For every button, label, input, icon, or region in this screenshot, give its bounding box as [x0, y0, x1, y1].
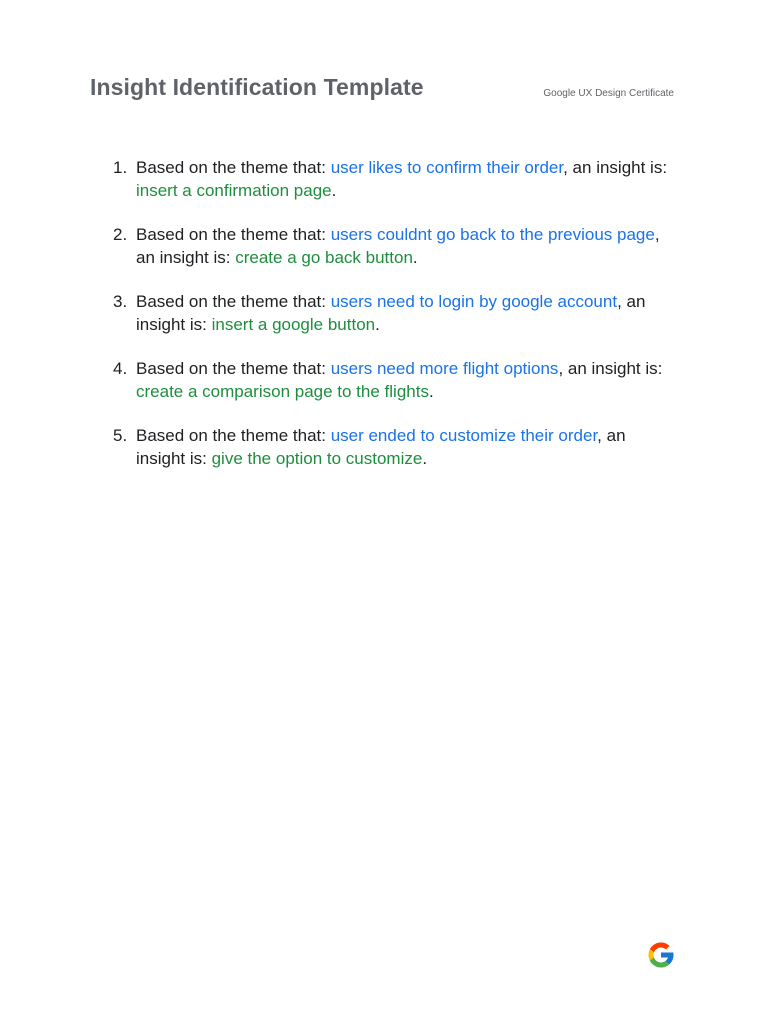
item-middle: , an insight is:: [136, 225, 660, 267]
item-number: 5.: [113, 426, 128, 445]
item-number: 3.: [113, 292, 128, 311]
insight-item: [108, 223, 678, 269]
insight-text: create a go back button: [235, 248, 413, 267]
google-g-icon: [646, 940, 676, 970]
item-middle: , an insight is:: [136, 292, 646, 334]
theme-text: users need more flight options: [330, 359, 559, 378]
insight-text: create a comparison page to the flights: [136, 382, 429, 401]
insight-item: [108, 424, 678, 470]
item-suffix: .: [412, 248, 418, 267]
item-prefix: Based on the theme that:: [136, 292, 331, 311]
item-suffix: .: [375, 315, 380, 334]
item-number: 2.: [113, 225, 128, 244]
item-prefix: Based on the theme that:: [136, 426, 331, 445]
item-middle: , an insight is:: [136, 426, 626, 468]
item-prefix: Based on the theme that:: [136, 225, 331, 244]
item-middle: , an insight is:: [558, 359, 663, 378]
insight-text: insert a confirmation page: [136, 181, 332, 200]
insight-item: [108, 290, 678, 336]
theme-text: user ended to customize their order: [330, 426, 598, 445]
insight-text: give the option to customize: [211, 449, 423, 468]
theme-text: users need to login by google account: [330, 292, 618, 311]
insight-item: [108, 357, 678, 403]
theme-text: user likes to confirm their order: [330, 158, 564, 177]
item-suffix: .: [428, 382, 434, 401]
item-number: 1.: [113, 158, 128, 177]
item-suffix: .: [422, 449, 428, 468]
insight-text: insert a google button: [211, 315, 376, 334]
item-suffix: .: [331, 181, 337, 200]
page-subtitle: Google UX Design Certificate: [543, 88, 674, 99]
item-middle: , an insight is:: [563, 158, 668, 177]
insight-item: [108, 156, 678, 202]
theme-text: users couldnt go back to the previous page: [330, 225, 655, 244]
item-prefix: Based on the theme that:: [136, 359, 331, 378]
item-prefix: Based on the theme that:: [136, 158, 331, 177]
item-number: 4.: [113, 359, 128, 378]
page-title: Insight Identification Template: [90, 74, 424, 100]
insight-list: [108, 156, 678, 491]
